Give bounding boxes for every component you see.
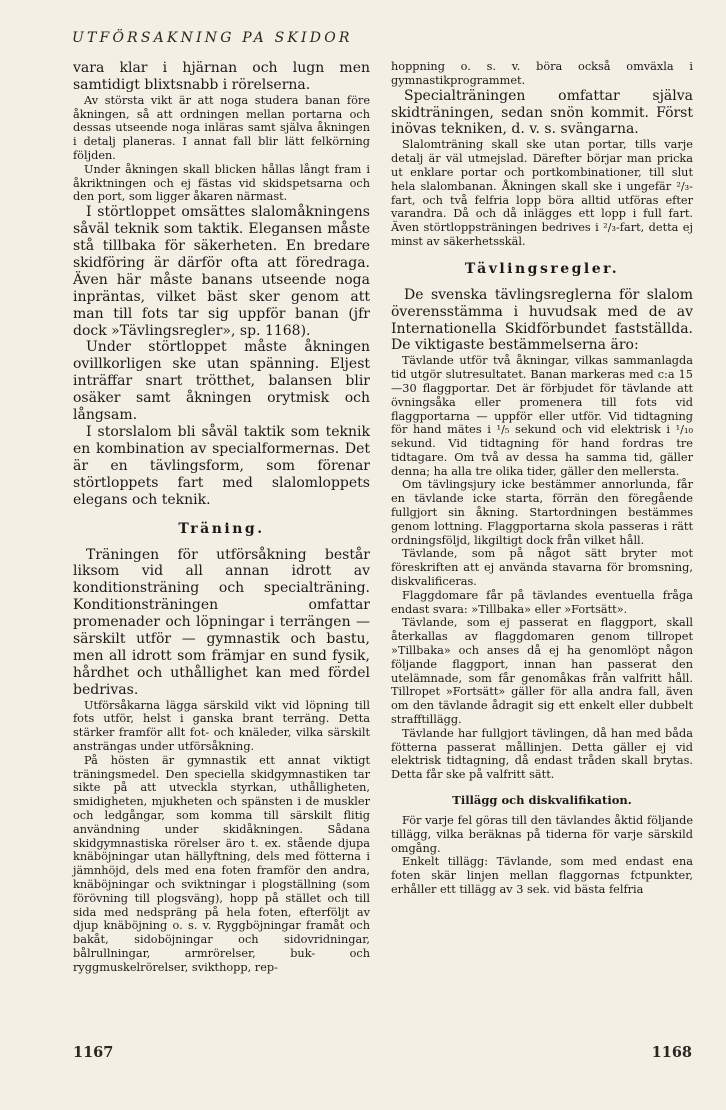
- page-number-left: 1167: [73, 1044, 114, 1061]
- paragraph: Tävlande utför två åkningar, vilkas sammanlagda tid utgör slutresultatet. Banan markeras med c:a 15—30 flaggportar. Det är förbjudet för tävlande att övningsåka eller promenera till fots vid flaggportarna — uppför eller utför. Vid tidtagning för hand mätes i ¹/₅ sekund och vid elektrisk i ¹/₁₀ sekund. Vid tidtagning för hand fordras tre tidtagare. Om två av dessa ha samma tid, gäller denna; ha alla tre olika tider, gäller den mellersta.: [391, 354, 693, 478]
- paragraph: vara klar i hjärnan och lugn men samtidigt blixtsnabb i rörelserna.: [73, 60, 370, 93]
- paragraph: Under störtloppet måste åkningen ovillkorligen ske utan spänning. Eljest inträffar snart trötthet, balansen blir osäker samt åkningen orytmisk och långsam.: [73, 339, 370, 424]
- right-column: [391, 60, 693, 897]
- paragraph: För varje fel göras till den tävlandes åktid följande tillägg, vilka beräknas på tiderna för varje särskild omgång.: [391, 814, 693, 855]
- page-number-right: 1168: [651, 1044, 692, 1061]
- paragraph: På hösten är gymnastik ett annat viktigt träningsmedel. Den speciella skidgymnastiken tar sikte på att utveckla styrkan, uthålligheten, smidigheten, mjukheten och spänsten i de muskler och ledgångar, som komma till särskilt flitig användning under skidåkningen. Sådana skidgymnastiska rörelser äro t. ex. stående djupa knäböjningar utan hällyftning, dels med fötterna i jämnhöjd, dels med ena foten framför den andra, knäböjningar och sviktningar i plogställning (som förövning till plogsväng), hopp på stället och till sida med nedspräng på hela foten, efterföljt av djup knäböjning o. s. v. Ryggböjningar framåt och bakåt, sidoböjningar och sidovridningar, bålrullningar, armrörelser, buk- och ryggmuskelrörelser, svikthopp, rep-: [73, 753, 370, 974]
- paragraph: Tävlande, som ej passerat en flaggport, skall återkallas av flaggdomaren genom tillropet »Tillbaka» och anses då ej ha genomlöpt någon följande flaggport, innan han passerat den utelämnade, som får genomåkas från valfritt håll. Tillropet »Fortsätt» gäller för alla andra fall, även om den tävlande ådragit sig ett enkelt eller dubbelt strafftillägg.: [391, 616, 693, 727]
- paragraph: I störtloppet omsättes slalomåkningens såväl teknik som taktik. Elegansen måste stå tillbaka för säkerheten. En bredare skidföring är därför ofta att föredraga. Även här måste banans utseende noga inpräntas, vilket bäst sker genom att man till fots tar sig uppför banan (jfr dock »Tävlingsregler», sp. 1168).: [73, 204, 370, 339]
- paragraph: Specialträningen omfattar själva skidträningen, sedan snön kommit. Först inövas tekniken, d. v. s. svängarna.: [391, 87, 693, 138]
- running-header: UTFÖRSAKNING PA SKIDOR: [72, 30, 353, 46]
- paragraph: De svenska tävlingsreglerna för slalom överensstämma i huvudsak med de av Internationella Skidförbundet fastställda. De viktigaste bestämmelserna äro:: [391, 286, 693, 354]
- left-column: [73, 60, 370, 975]
- paragraph: Tävlande, som på något sätt bryter mot föreskriften att ej använda stavarna för bromsning, diskvalificeras.: [391, 547, 693, 589]
- paragraph: Under åkningen skall blicken hållas långt fram i åkriktningen och ej fästas vid skidspetsarna och den port, som ligger åkaren närmast.: [73, 162, 370, 204]
- paragraph: Flaggdomare får på tävlandes eventuella fråga endast svara: »Tillbaka» eller »Fortsätt».: [391, 588, 693, 616]
- section-heading-tillagg: Tillägg och diskvalifikation.: [452, 793, 632, 808]
- paragraph: Utförsåkarna lägga särskild vikt vid löpning till fots utför, helst i ganska brant terräng. Detta stärker framför allt fot- och knäleder, vilka särskilt ansträngas under utförsåkning.: [73, 698, 370, 754]
- paragraph: Slalomträning skall ske utan portar, tills varje detalj är väl utmejslad. Därefter börjar man pricka ut enklare portar och portkombinationer, till slut hela slalombanan. Åkningen skall ske i ungefär ²/₃-fart, och två felfria lopp böra alltid utföras efter varandra. Då och då inlägges ett lopp i full fart. Även störtloppsträningen bedrives i ²/₃-fart, detta ej minst av säkerhetsskäl.: [391, 138, 693, 248]
- section-heading-traning: Träning.: [178, 520, 265, 537]
- paragraph: Träningen för utförsåkning består liksom vid all annan idrott av konditionsträning och specialträning. Konditionsträningen omfattar promenader och löpningar i terrängen — särskilt utför — gymnastik och bastu, men all idrott som främjar en sund fysik, hårdhet och uthållighet kan med fördel bedrivas.: [73, 546, 370, 698]
- section-heading-tavlingsregler: Tävlingsregler.: [464, 260, 620, 277]
- paragraph: I storslalom bli såväl taktik som teknik en kombination av specialformernas. Det är en tävlingsform, som förenar störtloppets fart med slalomloppets elegans och teknik.: [73, 423, 370, 508]
- paragraph: Enkelt tillägg: Tävlande, som med endast ena foten skär linjen mellan flaggornas fctpunkter, erhåller ett tillägg av 3 sek. vid bästa felfria: [391, 855, 693, 896]
- paragraph: hoppning o. s. v. böra också omväxla i gymnastikprogrammet.: [391, 60, 693, 87]
- paragraph: Om tävlingsjury icke bestämmer annorlunda, får en tävlande icke starta, förrän den föregående fullgjort sin åkning. Startordningen bestämmes genom lottning. Flaggportarna skola passeras i rätt ordningsföljd, likgiltigt dock från vilket håll.: [391, 478, 693, 547]
- paragraph: Tävlande har fullgjort tävlingen, då han med båda fötterna passerat mållinjen. Detta gäller ej vid elektrisk tidtagning, då endast tråden skall brytas. Detta får ske på valfritt sätt.: [391, 726, 693, 782]
- paragraph: Av största vikt är att noga studera banan före åkningen, så att ordningen mellan portarna och dessas utseende noga inläras samt själva åkningen i detalj planeras. I annat fall blir lätt felkörning följden.: [73, 93, 370, 162]
